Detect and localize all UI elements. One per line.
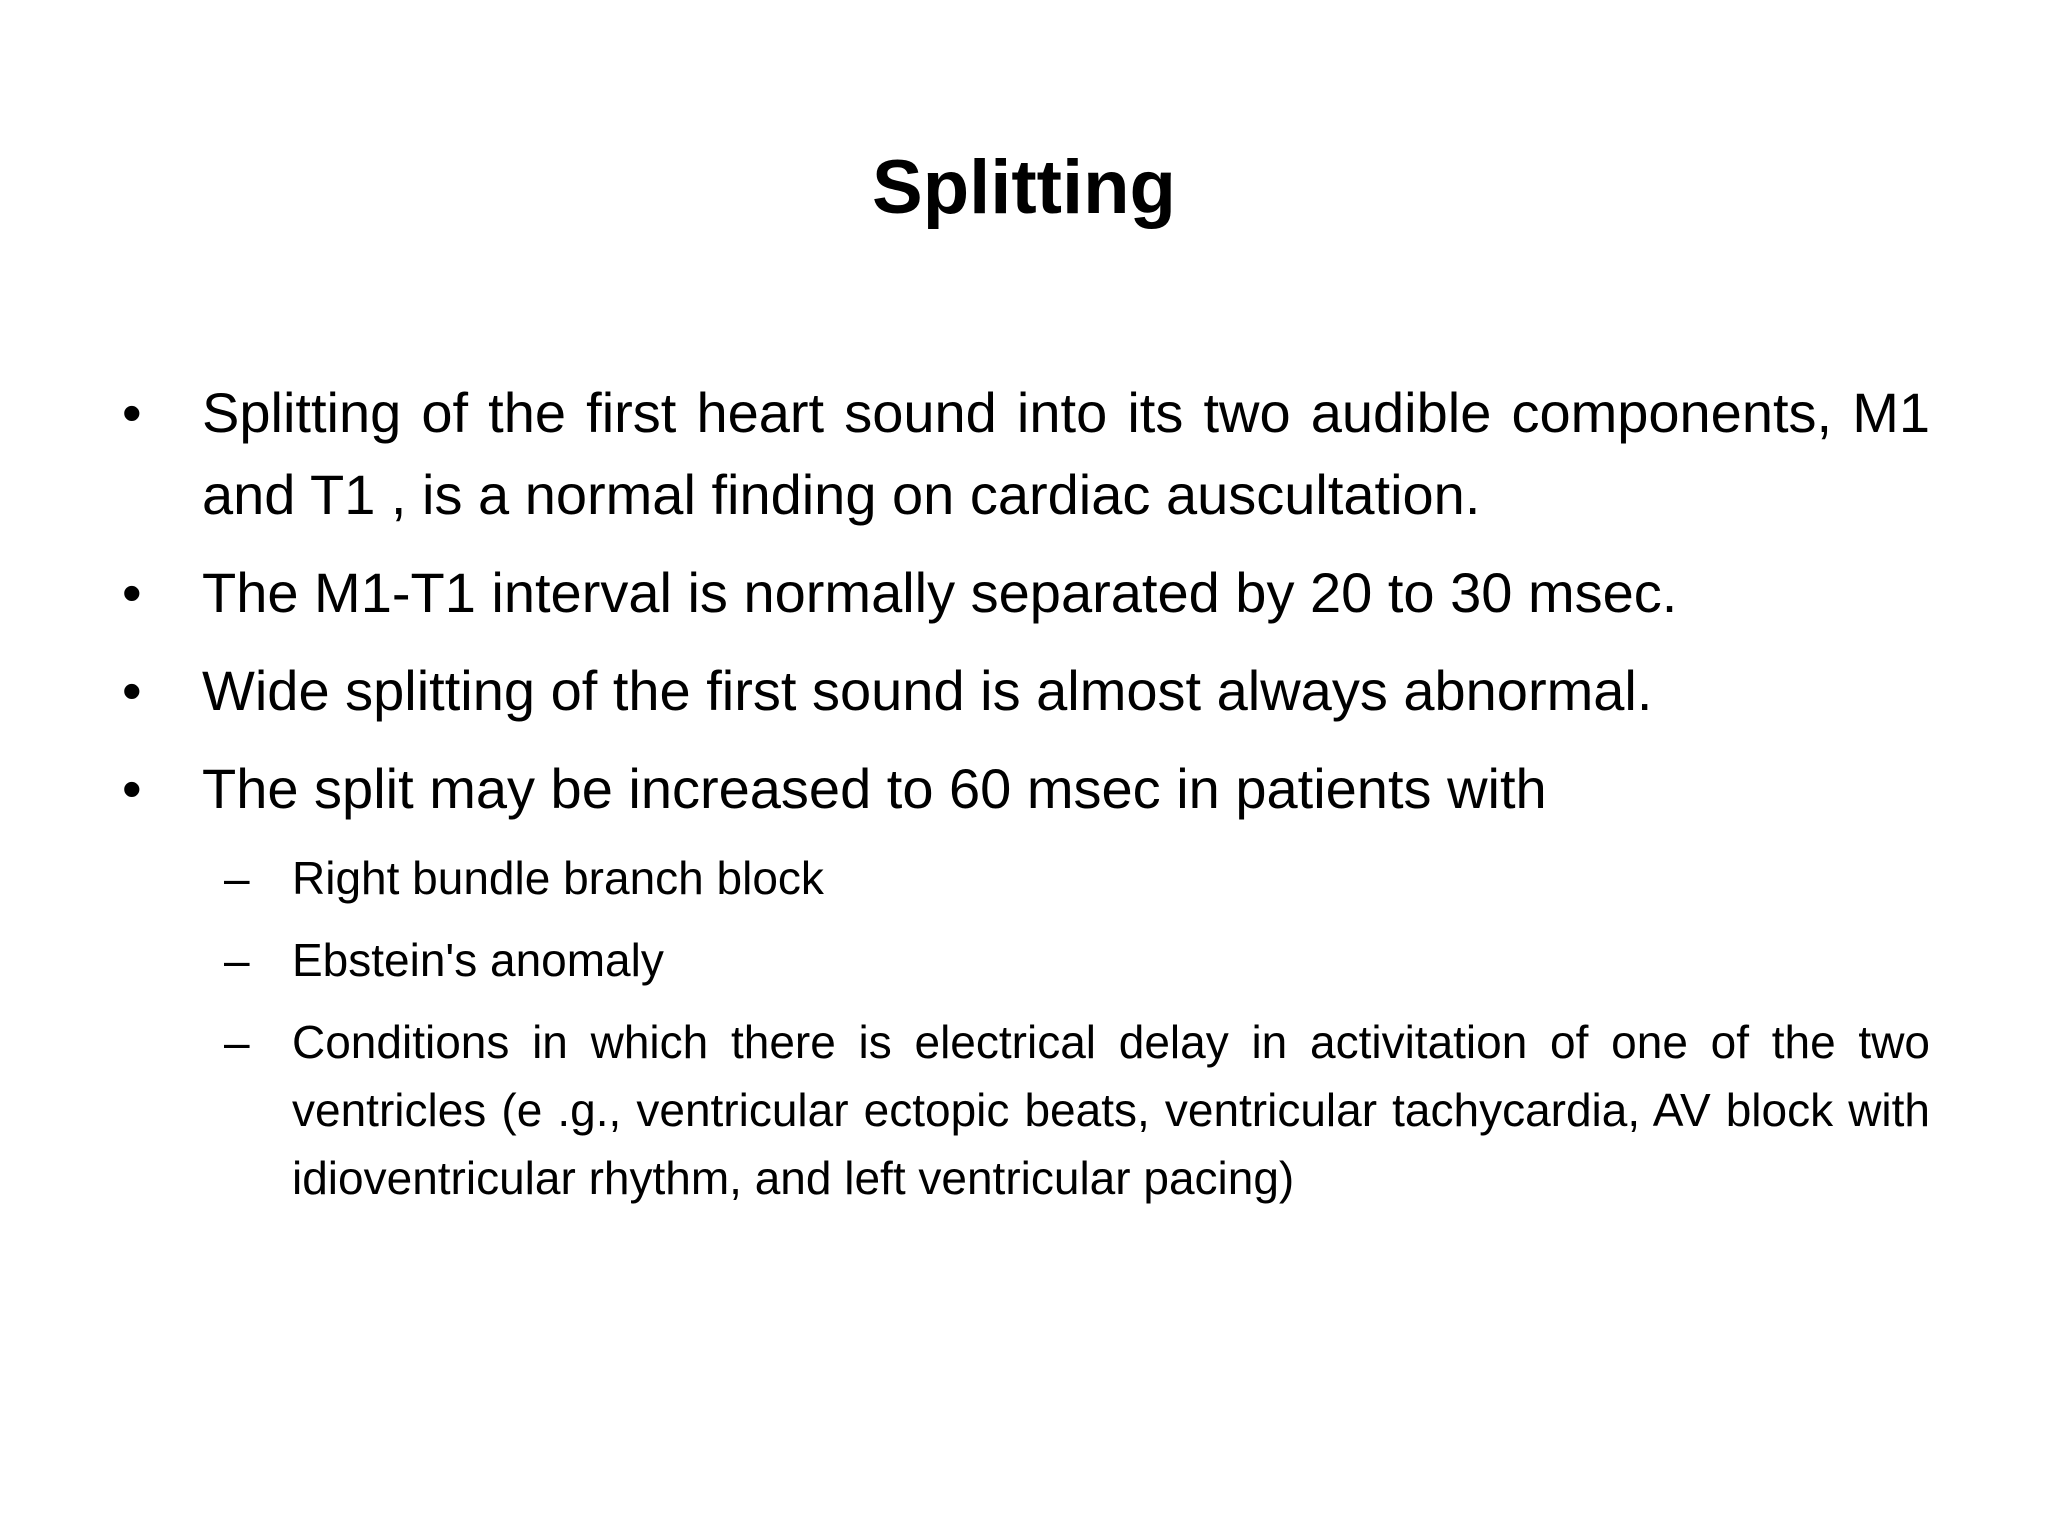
sub-bullet-item xyxy=(120,1008,1930,1212)
bullet-item xyxy=(120,372,1930,536)
bullet-text: The split may be increased to 60 msec in patients with xyxy=(202,757,1547,820)
bullet-text: Splitting of the first heart sound into its two audible components, M1 and T1 , is a normal finding on cardiac auscultation. xyxy=(202,381,1930,526)
bullet-marker: • xyxy=(122,757,142,820)
sub-bullet-text: Conditions in which there is electrical delay in activitation of one of the two ventricles (e .g., ventricular ectopic beats, ventricular tachycardia, AV block with idioventricular rhythm, and left ventricular pacing) xyxy=(292,1016,1930,1204)
dash-marker: – xyxy=(224,1016,250,1068)
sub-bullet-list xyxy=(120,844,1930,1212)
bullet-text: Wide splitting of the first sound is almost always abnormal. xyxy=(202,659,1653,722)
sub-bullet-item xyxy=(120,844,1930,912)
bullet-list xyxy=(120,372,1930,1226)
bullet-marker: • xyxy=(122,659,142,722)
bullet-item xyxy=(120,748,1930,830)
bullet-text: The M1-T1 interval is normally separated by 20 to 30 msec. xyxy=(202,561,1678,624)
bullet-marker: • xyxy=(122,561,142,624)
sub-bullet-item xyxy=(120,926,1930,994)
sub-bullet-text: Ebstein's anomaly xyxy=(292,934,664,986)
bullet-marker: • xyxy=(122,381,142,444)
bullet-item xyxy=(120,650,1930,732)
slide-title: Splitting xyxy=(872,145,1176,230)
dash-marker: – xyxy=(224,852,250,904)
bullet-item xyxy=(120,552,1930,634)
dash-marker: – xyxy=(224,934,250,986)
sub-bullet-text: Right bundle branch block xyxy=(292,852,824,904)
